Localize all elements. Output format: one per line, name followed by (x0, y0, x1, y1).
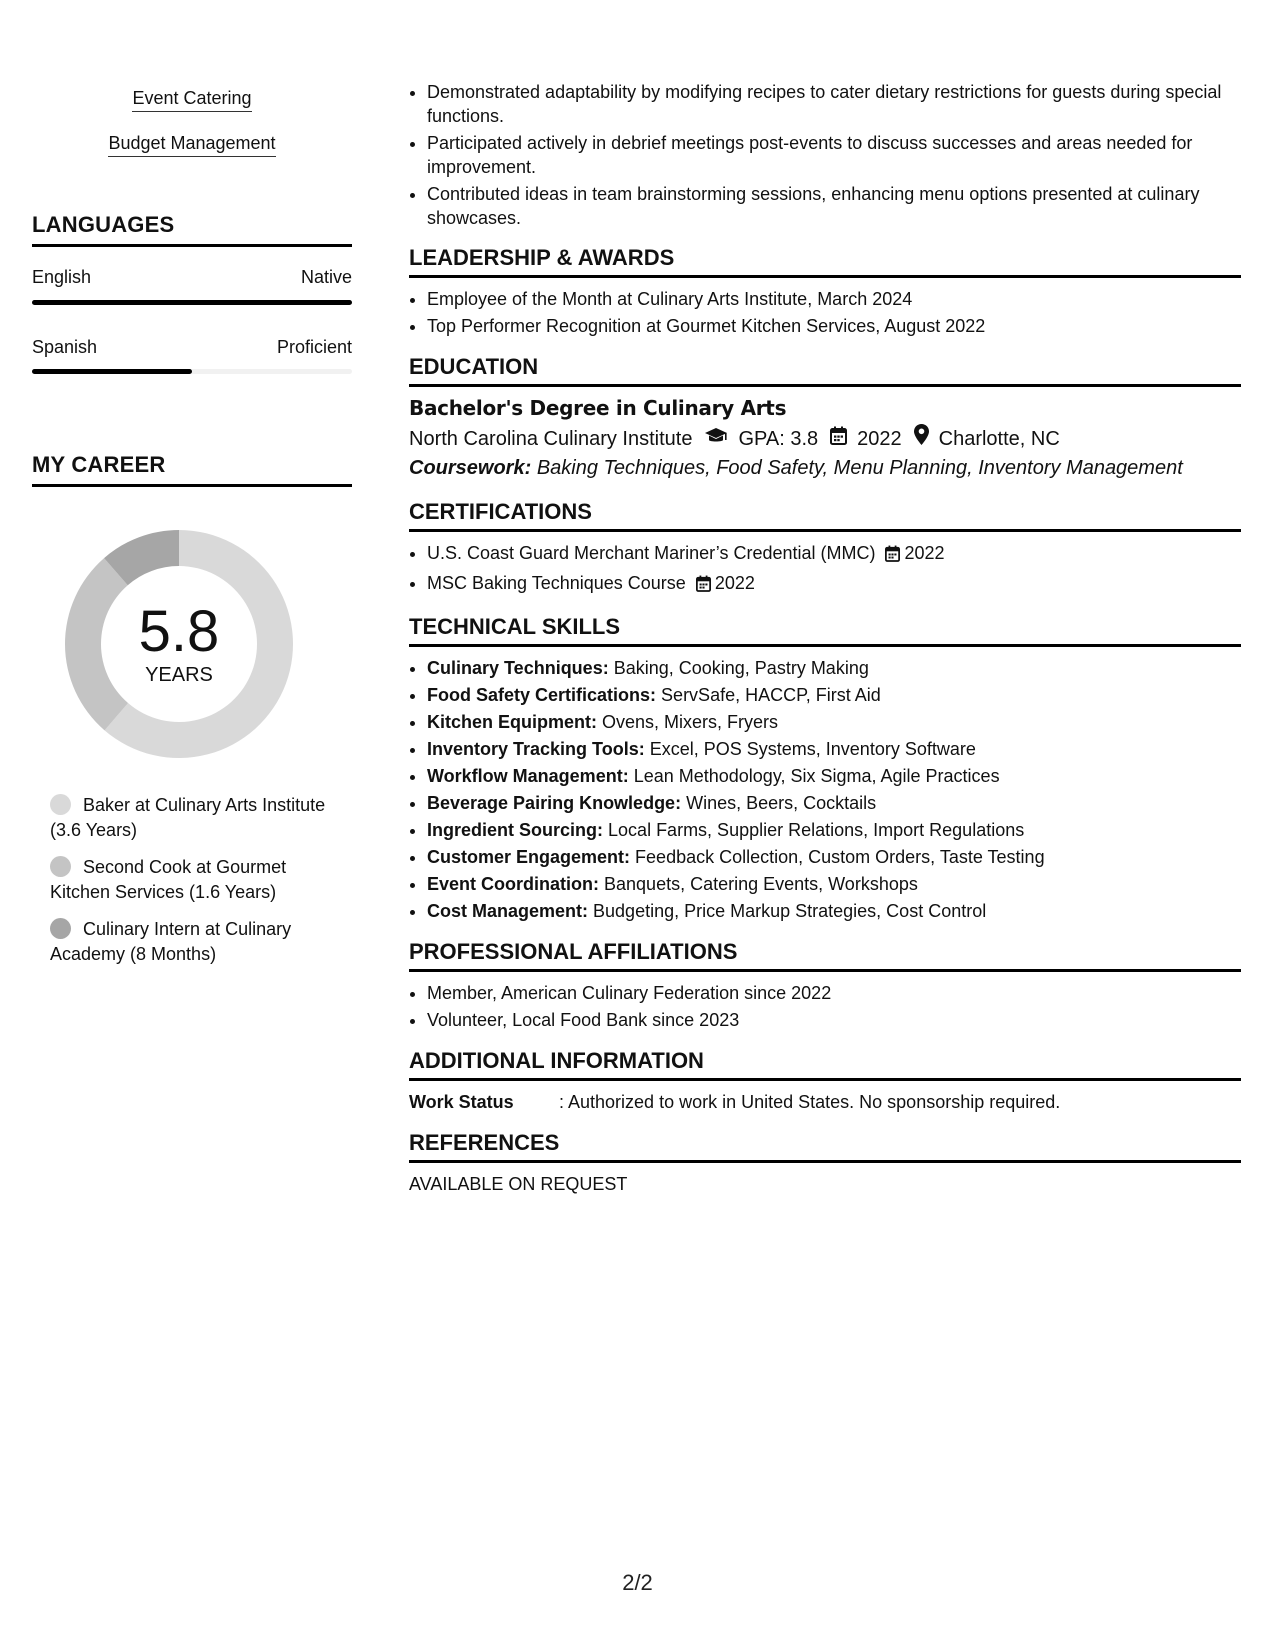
skill-value: Wines, Beers, Cocktails (686, 793, 877, 813)
list-item (427, 845, 1241, 869)
certification-year: 2022 (714, 573, 755, 593)
leadership-list (409, 287, 1241, 338)
list-item (427, 710, 1241, 734)
coursework-label: Coursework: (409, 457, 532, 479)
education-meta (409, 424, 1241, 453)
skill-label: Inventory Tracking Tools: (427, 739, 645, 759)
skill-value: Lean Methodology, Six Sigma, Agile Practices (633, 766, 1000, 786)
coursework (409, 453, 1241, 483)
career-legend-item (50, 855, 330, 905)
language-bar (32, 300, 352, 305)
skill-tag-label: Budget Management (108, 133, 275, 157)
language-level: Proficient (276, 337, 352, 357)
list-item (427, 737, 1241, 761)
certifications-heading: CERTIFICATIONS (409, 499, 1241, 532)
languages-heading: LANGUAGES (32, 212, 352, 247)
list-item: • Demonstrated adaptability by modifying recipes to cater dietary restrictions for guests during special functions. (427, 80, 1241, 128)
career-legend-item (50, 917, 330, 967)
affiliations-list (409, 981, 1241, 1032)
certification-name: MSC Baking Techniques Course (427, 573, 686, 593)
language-name: English (32, 267, 92, 287)
location-pin-icon (914, 424, 929, 453)
graduation-year: 2022 (857, 427, 902, 450)
list-item (427, 571, 1241, 598)
skill-label: Cost Management: (427, 901, 589, 921)
affiliations-heading: PROFESSIONAL AFFILIATIONS (409, 939, 1241, 972)
legend-dot (50, 794, 71, 815)
list-item: • Contributed ideas in team brainstorming sessions, enhancing menu options presented at culinary showcases. (427, 182, 1241, 230)
language-name: Spanish (32, 337, 98, 357)
list-item: • Member, American Culinary Federation since 2022 (427, 981, 1241, 1005)
leadership-heading: LEADERSHIP & AWARDS (409, 245, 1241, 278)
donut-center (65, 530, 293, 758)
skill-value: Baking, Cooking, Pastry Making (613, 658, 869, 678)
skill-value: ServSafe, HACCP, First Aid (661, 685, 881, 705)
skill-label: Ingredient Sourcing: (427, 820, 604, 840)
list-item: • Volunteer, Local Food Bank since 2023 (427, 1008, 1241, 1032)
skill-value: Feedback Collection, Custom Orders, Taste Testing (635, 847, 1045, 867)
skill-tag-label: Event Catering (132, 88, 251, 112)
gpa: GPA: 3.8 (738, 427, 819, 450)
career-total-unit: YEARS (145, 663, 213, 686)
language-bar-fill (32, 300, 352, 305)
list-item (427, 899, 1241, 923)
references-text: AVAILABLE ON REQUEST (409, 1174, 628, 1194)
skill-value: Excel, POS Systems, Inventory Software (649, 739, 976, 759)
legend-dot (50, 856, 71, 877)
skill-value: Banquets, Catering Events, Workshops (604, 874, 918, 894)
list-item (427, 764, 1241, 788)
list-item: • Employee of the Month at Culinary Arts Institute, March 2024 (427, 287, 1241, 311)
career-legend-label: Baker at Culinary Arts Institute (3.6 Years) (50, 795, 326, 840)
skill-tag (32, 133, 352, 154)
skill-value: Local Farms, Supplier Relations, Import Regulations (608, 820, 1025, 840)
school-name: North Carolina Culinary Institute (409, 427, 693, 450)
career-donut-chart (65, 530, 293, 758)
skill-label: Food Safety Certifications: (427, 685, 657, 705)
language-row (32, 267, 352, 288)
skill-label: Culinary Techniques: (427, 658, 609, 678)
language-row (32, 337, 352, 358)
school-location: Charlotte, NC (938, 427, 1060, 450)
legend-dot (50, 918, 71, 939)
list-item: • Participated actively in debrief meetings post-events to discuss successes and areas needed for improvement. (427, 131, 1241, 179)
page-number: 2/2 (622, 1570, 653, 1595)
list-item (427, 791, 1241, 815)
skill-value: Ovens, Mixers, Fryers (602, 712, 779, 732)
career-total-value: 5.8 (138, 598, 220, 664)
graduation-cap-icon (704, 425, 728, 453)
career-heading: MY CAREER (32, 452, 352, 487)
certifications-list (409, 541, 1241, 598)
technical-skills-list (409, 656, 1241, 923)
skill-value: Budgeting, Price Markup Strategies, Cost Control (593, 901, 987, 921)
work-status-row (409, 1090, 1241, 1114)
degree-title: Bachelor's Degree in Culinary Arts (409, 396, 787, 420)
experience-bullets (409, 80, 1241, 230)
certification-year: 2022 (904, 543, 945, 563)
references-heading: REFERENCES (409, 1130, 1241, 1163)
list-item (427, 683, 1241, 707)
list-item (427, 541, 1241, 568)
education-heading: EDUCATION (409, 354, 1241, 387)
certification-name: U.S. Coast Guard Merchant Mariner’s Credential (MMC) (427, 543, 876, 563)
calendar-icon (885, 544, 900, 568)
career-legend-label: Second Cook at Gourmet Kitchen Services (1.6 Years) (50, 857, 287, 902)
list-item (427, 656, 1241, 680)
career-legend-label: Culinary Intern at Culinary Academy (8 Months) (50, 919, 292, 964)
skill-tag (32, 88, 352, 109)
career-legend-item (50, 793, 330, 843)
language-level: Native (300, 267, 352, 287)
language-bar-fill (32, 369, 192, 374)
list-item (427, 818, 1241, 842)
skill-label: Beverage Pairing Knowledge: (427, 793, 682, 813)
list-item: • Top Performer Recognition at Gourmet Kitchen Services, August 2022 (427, 314, 1241, 338)
additional-info-heading: ADDITIONAL INFORMATION (409, 1048, 1241, 1081)
calendar-icon (696, 574, 711, 598)
list-item (427, 872, 1241, 896)
calendar-icon (830, 425, 847, 453)
skill-label: Event Coordination: (427, 874, 599, 894)
skill-label: Workflow Management: (427, 766, 629, 786)
skill-label: Customer Engagement: (427, 847, 631, 867)
skill-label: Kitchen Equipment: (427, 712, 597, 732)
coursework-value: Baking Techniques, Food Safety, Menu Planning, Inventory Management (536, 457, 1183, 479)
work-status-label: Work Status (409, 1092, 514, 1112)
work-status-value: : Authorized to work in United States. No sponsorship required. (559, 1092, 1061, 1112)
language-bar (32, 369, 352, 374)
technical-skills-heading: TECHNICAL SKILLS (409, 614, 1241, 647)
right-column (409, 80, 1241, 1196)
